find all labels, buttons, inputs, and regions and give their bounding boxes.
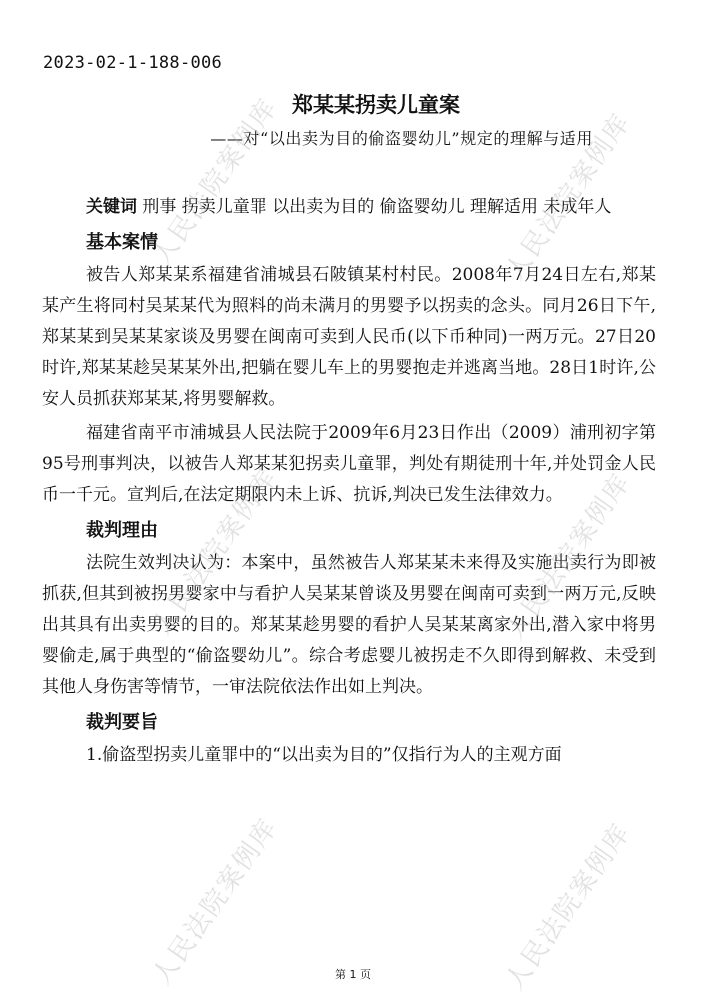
watermark: 人民法院案例库 — [146, 92, 284, 271]
keywords-label: 关键词 — [86, 197, 137, 217]
document-body — [42, 192, 656, 774]
keywords-text: 刑事 拐卖儿童罪 以出卖为目的 偷盗婴幼儿 理解适用 未成年人 — [137, 197, 612, 217]
document-title: 郑某某拐卖儿童案 — [292, 92, 460, 117]
paragraph: 1.偷盗型拐卖儿童罪中的“以出卖为目的”仅指行为人的主观方面 — [86, 745, 562, 765]
document-subtitle: ——对“以出卖为目的偷盗婴幼儿”规定的理解与适用 — [210, 129, 593, 148]
paragraph: 被告人郑某某系福建省浦城县石陂镇某村村民。2008年7月24日左右,郑某某产生将同村吴某某代为照料的尚未满月的男婴予以拐卖的念头。同月26日下午,郑某某到吴某某家谈及男婴在闽南可卖到人民币(以下币种同)一两万元。27日20时许,郑某某趁吴某某外出,把躺在婴儿车上的男婴抱走并逃离当地。28日1时许,公安人员抓获郑某某,将男婴解救。 — [42, 265, 656, 409]
case-number: 2023-02-1-188-006 — [43, 53, 223, 73]
watermark: 人民法院案例库 — [146, 812, 284, 991]
paragraph: 法院生效判决认为：本案中，虽然被告人郑某某未来得及实施出卖行为即被抓获,但其到被拐男婴家中与看护人吴某某曾谈及男婴在闽南可卖到一两万元,反映出其具有出卖男婴的目的。郑某某趁男婴的看护人吴某某离家外出,潜入家中将男婴偷走,属于典型的“偷盗婴幼儿”。综合考虑婴儿被拐走不久即得到解救、未受到其他人身伤害等情节，一审法院依法作出如上判决。 — [42, 553, 656, 697]
paragraph: 福建省南平市浦城县人民法院于2009年6月23日作出（2009）浦刑初字第95号刑事判决，以被告人郑某某犯拐卖儿童罪，判处有期徒刑十年,并处罚金人民币一千元。宣判后,在法定期限内未上诉、抗诉,判决已发生法律效力。 — [42, 423, 656, 505]
section-heading-basic-facts: 基本案情 — [86, 232, 158, 253]
watermark: 人民法院案例库 — [146, 462, 284, 641]
section-heading-gist: 裁判要旨 — [86, 712, 158, 733]
watermark: 人民法院案例库 — [499, 467, 637, 646]
watermark: 人民法院案例库 — [499, 817, 637, 996]
section-heading-reasoning: 裁判理由 — [86, 520, 158, 541]
keywords-line — [86, 192, 656, 223]
watermark: 人民法院案例库 — [499, 107, 637, 286]
page-number: 第 1 页 — [335, 968, 371, 981]
